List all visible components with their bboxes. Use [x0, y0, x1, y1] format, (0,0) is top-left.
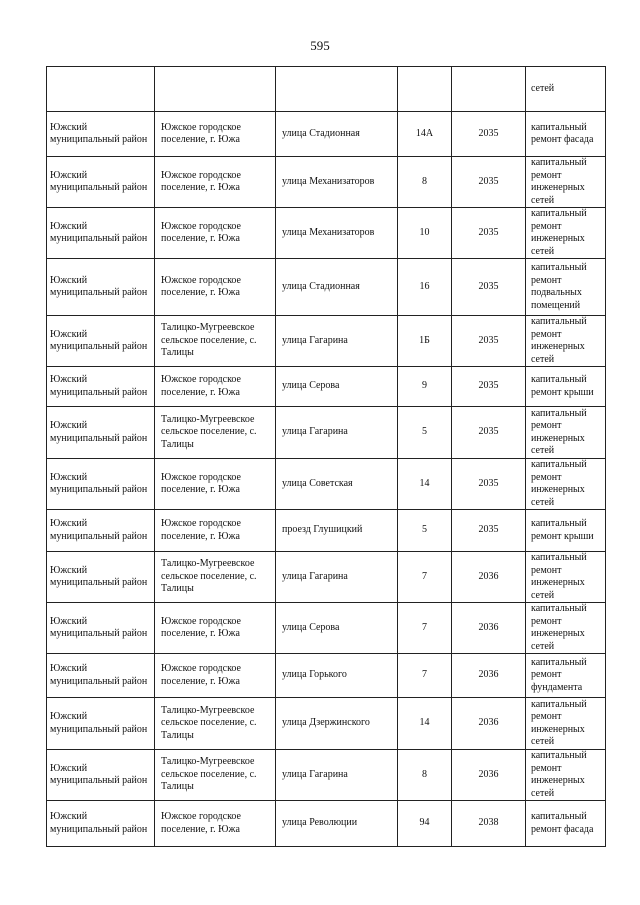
- street-cell: улица Стадионная: [276, 112, 398, 157]
- table-row: [47, 112, 606, 157]
- district-cell: Южский муниципальный район: [47, 157, 155, 208]
- year-cell: 2035: [452, 510, 526, 552]
- work-type-cell: капитальный ремонт инженерных сетей: [526, 603, 606, 654]
- table-row: [47, 654, 606, 698]
- table-row: [47, 407, 606, 459]
- year-cell: 2036: [452, 654, 526, 698]
- house-number-cell: 5: [398, 510, 452, 552]
- continuation-year-cell: [452, 67, 526, 112]
- settlement-cell: Талицко-Мугреевское сельское поселение, с. Талицы: [155, 698, 276, 750]
- settlement-cell: Южское городское поселение, г. Южа: [155, 259, 276, 316]
- settlement-cell: Южское городское поселение, г. Южа: [155, 208, 276, 259]
- house-number-cell: 10: [398, 208, 452, 259]
- street-cell: улица Советская: [276, 459, 398, 510]
- registry-table-body: [47, 67, 606, 847]
- table-row: [47, 259, 606, 316]
- house-number-cell: 14: [398, 459, 452, 510]
- district-cell: Южский муниципальный район: [47, 259, 155, 316]
- year-cell: 2035: [452, 407, 526, 459]
- district-cell: Южский муниципальный район: [47, 407, 155, 459]
- continuation-street-cell: [276, 67, 398, 112]
- district-cell: Южский муниципальный район: [47, 459, 155, 510]
- district-cell: Южский муниципальный район: [47, 510, 155, 552]
- continuation-row: [47, 67, 606, 112]
- district-cell: Южский муниципальный район: [47, 750, 155, 801]
- street-cell: улица Гагарина: [276, 316, 398, 367]
- work-type-cell: капитальный ремонт инженерных сетей: [526, 157, 606, 208]
- house-number-cell: 16: [398, 259, 452, 316]
- work-type-cell: капитальный ремонт инженерных сетей: [526, 698, 606, 750]
- settlement-cell: Южское городское поселение, г. Южа: [155, 801, 276, 847]
- street-cell: улица Дзержинского: [276, 698, 398, 750]
- street-cell: улица Революции: [276, 801, 398, 847]
- year-cell: 2035: [452, 459, 526, 510]
- work-type-cell: капитальный ремонт крыши: [526, 510, 606, 552]
- table-row: [47, 603, 606, 654]
- settlement-cell: Южское городское поселение, г. Южа: [155, 112, 276, 157]
- continuation-district-cell: [47, 67, 155, 112]
- work-type-cell: капитальный ремонт инженерных сетей: [526, 316, 606, 367]
- year-cell: 2038: [452, 801, 526, 847]
- work-type-cell: капитальный ремонт фундамента: [526, 654, 606, 698]
- year-cell: 2035: [452, 208, 526, 259]
- house-number-cell: 8: [398, 750, 452, 801]
- settlement-cell: Южское городское поселение, г. Южа: [155, 459, 276, 510]
- work-type-cell: капитальный ремонт инженерных сетей: [526, 208, 606, 259]
- district-cell: Южский муниципальный район: [47, 112, 155, 157]
- year-cell: 2035: [452, 259, 526, 316]
- table-row: [47, 801, 606, 847]
- table-row: [47, 316, 606, 367]
- house-number-cell: 5: [398, 407, 452, 459]
- table-row: [47, 698, 606, 750]
- year-cell: 2036: [452, 603, 526, 654]
- district-cell: Южский муниципальный район: [47, 208, 155, 259]
- work-type-cell: капитальный ремонт инженерных сетей: [526, 750, 606, 801]
- table-row: [47, 367, 606, 407]
- work-type-cell: капитальный ремонт подвальных помещений: [526, 259, 606, 316]
- settlement-cell: Южское городское поселение, г. Южа: [155, 510, 276, 552]
- settlement-cell: Талицко-Мугреевское сельское поселение, с. Талицы: [155, 750, 276, 801]
- district-cell: Южский муниципальный район: [47, 654, 155, 698]
- year-cell: 2035: [452, 112, 526, 157]
- district-cell: Южский муниципальный район: [47, 552, 155, 603]
- settlement-cell: Южское городское поселение, г. Южа: [155, 157, 276, 208]
- registry-table: [46, 66, 606, 847]
- street-cell: улица Серова: [276, 603, 398, 654]
- work-type-cell: капитальный ремонт инженерных сетей: [526, 459, 606, 510]
- house-number-cell: 14А: [398, 112, 452, 157]
- settlement-cell: Южское городское поселение, г. Южа: [155, 654, 276, 698]
- table-row: [47, 552, 606, 603]
- house-number-cell: 1Б: [398, 316, 452, 367]
- work-type-cell: капитальный ремонт инженерных сетей: [526, 552, 606, 603]
- year-cell: 2035: [452, 157, 526, 208]
- house-number-cell: 94: [398, 801, 452, 847]
- work-type-cell: капитальный ремонт фасада: [526, 112, 606, 157]
- table-row: [47, 750, 606, 801]
- settlement-cell: Талицко-Мугреевское сельское поселение, с. Талицы: [155, 552, 276, 603]
- table-row: [47, 459, 606, 510]
- street-cell: проезд Глушицкий: [276, 510, 398, 552]
- year-cell: 2035: [452, 367, 526, 407]
- house-number-cell: 14: [398, 698, 452, 750]
- continuation-settlement-cell: [155, 67, 276, 112]
- page-number: 595: [310, 38, 330, 53]
- table-row: [47, 157, 606, 208]
- district-cell: Южский муниципальный район: [47, 316, 155, 367]
- year-cell: 2036: [452, 750, 526, 801]
- year-cell: 2036: [452, 698, 526, 750]
- district-cell: Южский муниципальный район: [47, 801, 155, 847]
- street-cell: улица Механизаторов: [276, 208, 398, 259]
- district-cell: Южский муниципальный район: [47, 603, 155, 654]
- table-row: [47, 208, 606, 259]
- street-cell: улица Серова: [276, 367, 398, 407]
- house-number-cell: 7: [398, 552, 452, 603]
- table-row: [47, 510, 606, 552]
- house-number-cell: 9: [398, 367, 452, 407]
- street-cell: улица Гагарина: [276, 552, 398, 603]
- settlement-cell: Южское городское поселение, г. Южа: [155, 603, 276, 654]
- settlement-cell: Талицко-Мугреевское сельское поселение, с. Талицы: [155, 407, 276, 459]
- street-cell: улица Механизаторов: [276, 157, 398, 208]
- district-cell: Южский муниципальный район: [47, 698, 155, 750]
- work-type-cell: капитальный ремонт крыши: [526, 367, 606, 407]
- street-cell: улица Гагарина: [276, 750, 398, 801]
- year-cell: 2035: [452, 316, 526, 367]
- settlement-cell: Южское городское поселение, г. Южа: [155, 367, 276, 407]
- house-number-cell: 7: [398, 603, 452, 654]
- house-number-cell: 8: [398, 157, 452, 208]
- year-cell: 2036: [452, 552, 526, 603]
- street-cell: улица Гагарина: [276, 407, 398, 459]
- continuation-house-cell: [398, 67, 452, 112]
- work-type-cell: капитальный ремонт инженерных сетей: [526, 407, 606, 459]
- continuation-work-cell: сетей: [526, 67, 606, 112]
- street-cell: улица Стадионная: [276, 259, 398, 316]
- settlement-cell: Талицко-Мугреевское сельское поселение, с. Талицы: [155, 316, 276, 367]
- district-cell: Южский муниципальный район: [47, 367, 155, 407]
- street-cell: улица Горького: [276, 654, 398, 698]
- house-number-cell: 7: [398, 654, 452, 698]
- work-type-cell: капитальный ремонт фасада: [526, 801, 606, 847]
